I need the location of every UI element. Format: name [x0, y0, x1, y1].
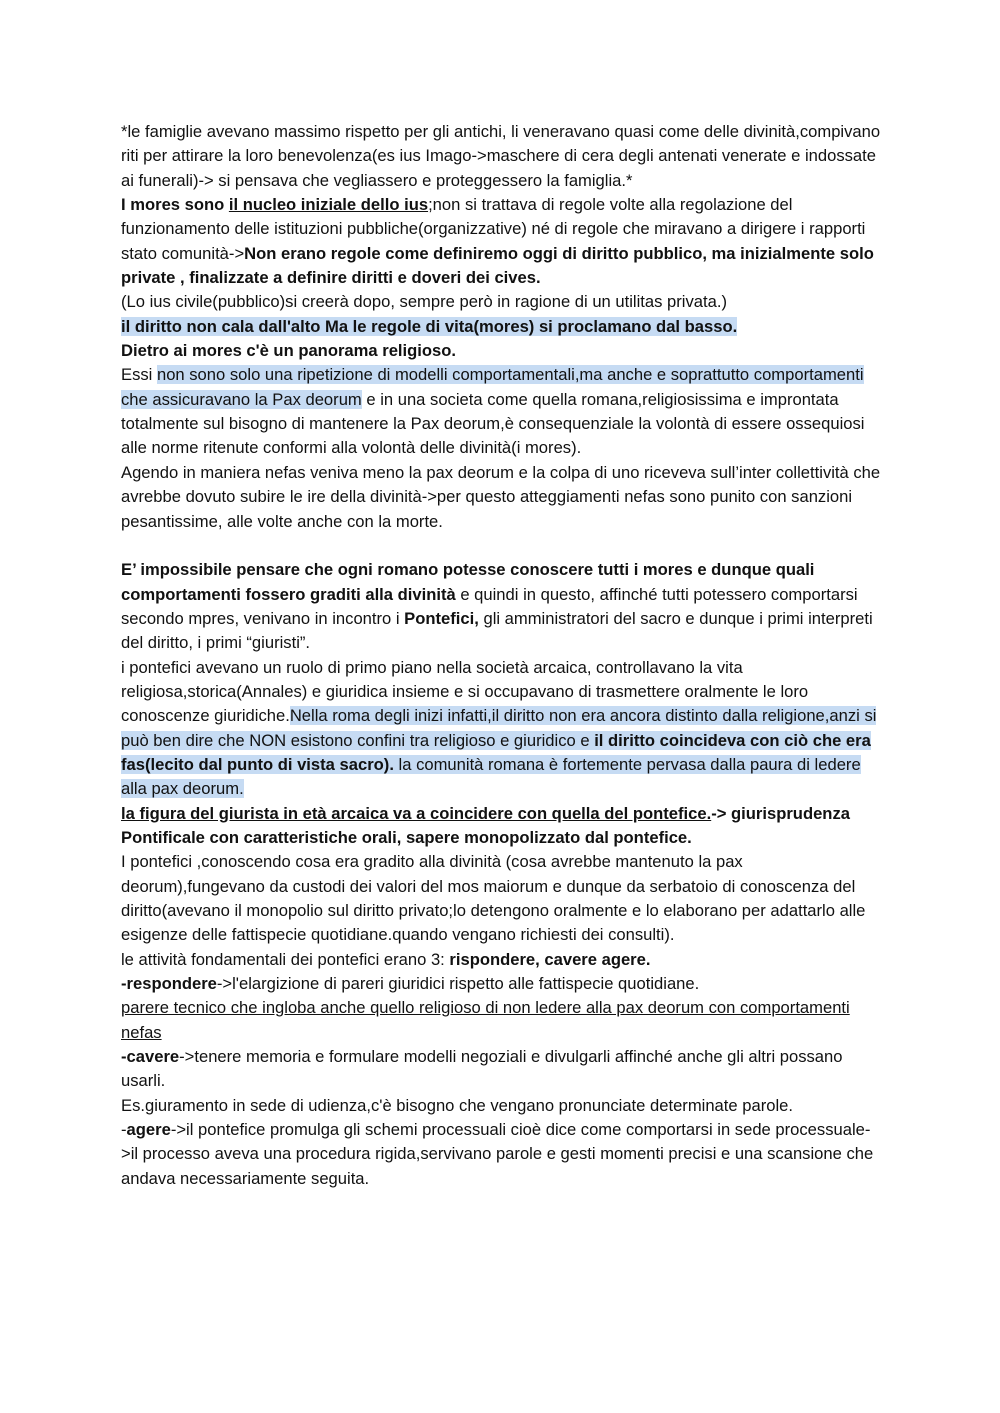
highlighted-run: non sono solo una ripetizione di modelli comportamentali,ma anche e soprattutto comportamenti che assicuravano la Pax deorum: [121, 365, 864, 409]
text-run: ;non si trattava di regole volte alla regolazione del funzionamento delle istituzioni pubbliche(organizzative) né di regole che miravano a dirigere i rapporti stato comunità->: [121, 195, 866, 263]
text-run: gli amministratori del sacro e dunque i primi interpreti del diritto, i primi “giuristi”.: [121, 608, 873, 653]
paragraph-mores-definition: [121, 193, 881, 290]
underlined-run: parere tecnico che ingloba anche quello religioso di non ledere alla pax deorum con comportamenti nefas: [121, 998, 850, 1042]
document-body: [121, 120, 881, 1191]
bold-run: -cavere: [121, 1047, 180, 1067]
bold-run: agere: [126, 1120, 171, 1140]
text-run: ->il pontefice promulga gli schemi processuali cioè dice come comportarsi in sede processuale->il processo aveva una procedura rigida,servivano parole e gesti momenti precisi e una scansione che andava necessariamente seguita.: [121, 1120, 874, 1188]
text-run: -: [121, 1120, 127, 1140]
text-run: Agendo in maniera nefas veniva meno la pax deorum e la colpa di uno riceveva sull’inter collettività che avrebbe dovuto subire le ire della divinità->per questo atteggiamenti nefas sono punito con sanzioni pesantissime, alle volte anche con la morte.: [121, 462, 881, 531]
text-run: *le famiglie avevano massimo rispetto per gli antichi, li veneravano quasi come delle divinità,compivano riti per attirare la loro benevolenza(es ius Imago->maschere di cera degli antenati venerate e indossate ai funerali)-> si pensava che vegliassero e proteggessero la famiglia.*: [121, 122, 881, 190]
bold-run: E’ impossibile pensare che ogni romano potesse conoscere tutti i mores e dunque quali comportamenti fossero graditi alla divinità: [121, 560, 815, 604]
text-run: ->l'elargizione di pareri giuridici rispetto alle fattispecie quotidiane.: [216, 974, 700, 994]
text-run: e quindi in questo, affinché tutti potessero comportarsi secondo mpres, venivano in incontro i: [121, 584, 858, 628]
paragraph-diritto-dal-basso: [121, 315, 881, 339]
paragraph-panorama-religioso: [121, 339, 881, 363]
highlighted-bold-run: il diritto coincideva con ciò che era fas(lecito dal punto di vista sacro).: [121, 730, 871, 774]
text-run: le attività fondamentali dei pontefici erano 3:: [121, 949, 450, 969]
bold-run: rispondere, cavere agere.: [449, 949, 651, 969]
bold-run: Dietro ai mores c'è un panorama religioso.: [121, 341, 456, 361]
bold-run: Non erano regole come definiremo oggi di diritto pubblico, ma inizialmente solo private , finalizzate a definire diritti e doveri dei cives.: [121, 243, 874, 288]
highlighted-bold-run: il diritto non cala dall'alto Ma le regole di vita(mores) si proclamano dal basso.: [121, 316, 738, 336]
paragraph-pax-deorum: [121, 363, 881, 460]
highlighted-run: Nella roma degli inizi infatti,il diritto non era ancora distinto dalla religione,anzi si può ben dire che NON esistono confini tra religioso e giuridico e: [121, 706, 877, 750]
paragraph-gap: [121, 534, 881, 558]
text-run: e in una societa come quella romana,religiosissima e improntata totalmente sul bisogno di mantenere la Pax deorum,è consequenziale la volontà di essere ossequiosi alle norme ritenute conformi alla volontà delle divinità(i mores).: [121, 389, 865, 458]
bold-underlined-run: il nucleo iniziale dello ius: [228, 195, 429, 215]
paragraph-nefas: [121, 461, 881, 534]
paragraph-agere: [121, 1118, 881, 1191]
paragraph-attivita: [121, 948, 881, 972]
paragraph-parere-tecnico: [121, 996, 881, 1045]
bold-underlined-run: la figura del giurista in età arcaica va a coincidere con quella del pontefice.: [121, 803, 712, 823]
paragraph-ius-civile: [121, 290, 881, 314]
paragraph-pontefici-intro: [121, 558, 881, 655]
text-run: i pontefici avevano un ruolo di primo piano nella società arcaica, controllavano la vita religiosa,storica(Annales) e giuridica insieme e si occupavano di trasmettere oralmente le loro conoscenze giuridiche.: [121, 657, 809, 726]
paragraph-cavere: [121, 1045, 881, 1094]
text-run: I pontefici ,conoscendo cosa era gradito alla divinità (cosa avrebbe mantenuto la pax deorum),fungevano da custodi dei valori del mos maiorum e dunque da serbatoio di conoscenza del diritto(avevano il monopolio sul diritto privato;lo detengono oralmente e lo elaborano per adattarlo alle esigenze delle fattispecie quotidiane.quando vengano richiesti dei consulti).: [121, 852, 866, 945]
text-run: (Lo ius civile(pubblico)si creerà dopo, sempre però in ragione di un utilitas privata.): [121, 292, 727, 312]
text-run: Essi: [121, 365, 157, 385]
paragraph-pontefici-ruolo: [121, 656, 881, 802]
paragraph-ancestors: [121, 120, 881, 193]
bold-run: -respondere: [121, 974, 217, 994]
bold-run: -> giurisprudenza Pontificale con caratteristiche orali, sapere monopolizzato dal pontefice.: [121, 803, 850, 847]
highlighted-run: la comunità romana è fortemente pervasa dalla paura di ledere alla pax deorum.: [121, 754, 861, 799]
paragraph-giurista: [121, 802, 881, 851]
paragraph-custodi: [121, 850, 881, 947]
paragraph-respondere: [121, 972, 881, 996]
bold-run: I mores sono: [121, 195, 229, 215]
bold-run: Pontefici,: [404, 608, 479, 628]
paragraph-giuramento: [121, 1094, 881, 1118]
text-run: ->tenere memoria e formulare modelli negoziali e divulgarli affinché anche gli altri possano usarli.: [121, 1047, 843, 1091]
text-run: Es.giuramento in sede di udienza,c'è bisogno che vengano pronunciate determinate parole.: [121, 1095, 793, 1115]
